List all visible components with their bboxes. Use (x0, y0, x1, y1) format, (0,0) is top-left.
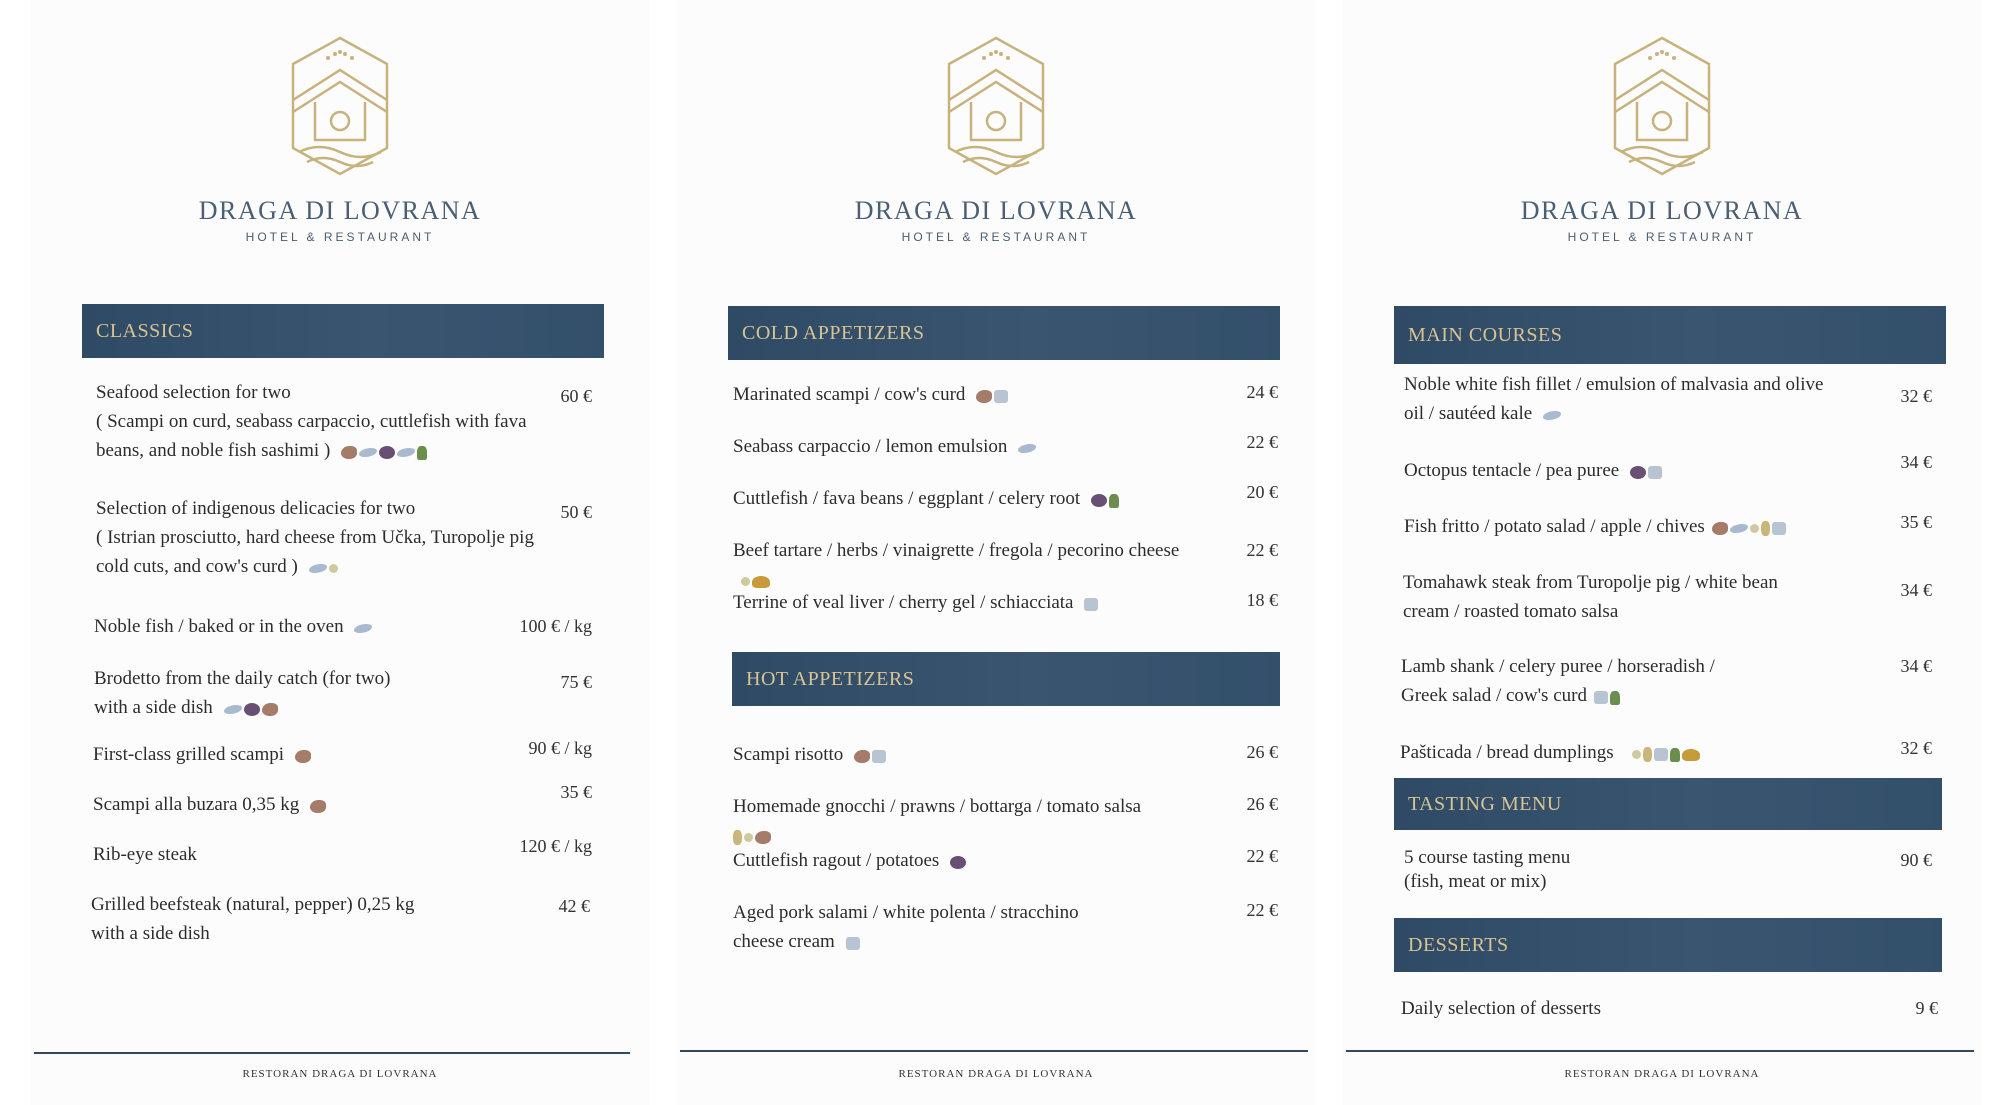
item-name: Lamb shank / celery puree / horseradish / Greek salad / cow's curd (1401, 656, 1715, 706)
item-price: 34 € (1900, 656, 1932, 676)
allergen-icons (854, 741, 888, 770)
fish-icon (224, 705, 242, 714)
allergen-icons (295, 741, 313, 770)
cheese-icon (846, 937, 860, 950)
footer-text: RESTORAN DRAGA DI LOVRANA (1564, 1068, 1760, 1080)
item-detail: with a side dish (94, 697, 213, 718)
item-price: 24 € (1246, 382, 1278, 402)
item-name: Cuttlefish / fava beans / eggplant / celery root (733, 488, 1081, 509)
item-name: Marinated scampi / cow's curd (733, 384, 966, 405)
octopus-icon (1630, 466, 1646, 479)
hotel-logo-icon (941, 30, 1051, 190)
brand-name: DRAGA DI LOVRANA (198, 196, 482, 225)
brand-subtitle: HOTEL & RESTAURANT (1567, 230, 1757, 244)
item-name: 5 course tasting menu (1404, 847, 1571, 868)
section-header-hot-appetizers: HOT APPETIZERS (732, 652, 1280, 706)
hotel-logo-icon (285, 30, 395, 190)
item-price: 20 € (1246, 482, 1278, 502)
item-price: 35 € (560, 782, 592, 802)
octopus-icon (950, 856, 966, 869)
cheese-icon (872, 750, 886, 763)
menu-page-mains (1342, 0, 1982, 1105)
footer-divider (680, 1050, 1308, 1052)
allergen-icons (354, 613, 374, 642)
menu-item (1404, 456, 1824, 486)
cheese-icon (994, 390, 1008, 403)
fish-icon (359, 448, 377, 457)
menu-item (93, 790, 533, 820)
menu-item (93, 740, 533, 770)
footer-divider (34, 1052, 630, 1054)
brand-name: DRAGA DI LOVRANA (1520, 196, 1804, 225)
octopus-icon (1091, 494, 1107, 507)
item-name: Scampi risotto (733, 744, 844, 765)
item-detail: with a side dish (91, 923, 210, 944)
item-name: First-class grilled scampi (93, 744, 285, 765)
allergen-icons (1543, 400, 1563, 429)
menu-item (1404, 846, 1764, 894)
allergen-icons (309, 553, 340, 582)
allergen-icons (976, 381, 1010, 410)
item-price: 22 € (1246, 540, 1278, 560)
shrimp-icon (755, 831, 771, 844)
shrimp-icon (976, 390, 992, 403)
item-price: 34 € (1900, 580, 1932, 600)
brand-subtitle: HOTEL & RESTAURANT (245, 230, 435, 244)
item-price: 120 € / kg (519, 836, 592, 856)
item-name: Grilled beefsteak (natural, pepper) 0,25 kg (91, 894, 415, 915)
item-price: 32 € (1900, 738, 1932, 758)
item-price: 18 € (1246, 590, 1278, 610)
footer-text: RESTORAN DRAGA DI LOVRANA (898, 1068, 1094, 1080)
cheese-icon (1648, 466, 1662, 479)
veg-icon (417, 446, 427, 460)
egg-icon (1632, 750, 1641, 759)
allergen-icons (1630, 457, 1664, 486)
bread-icon (1682, 749, 1700, 761)
menu-item (1401, 652, 1761, 711)
allergen-icons (950, 847, 968, 876)
fish-icon (1543, 411, 1561, 420)
fish-icon (354, 624, 372, 633)
item-name: Terrine of veal liver / cherry gel / schiacciata (733, 592, 1074, 613)
menu-item (733, 898, 1133, 957)
item-detail: ( Scampi on curd, seabass carpaccio, cuttlefish with fava beans, and noble fish sashimi ) (96, 411, 527, 461)
item-price: 34 € (1900, 452, 1932, 472)
menu-item (733, 380, 1203, 410)
cheese-icon (1772, 522, 1786, 535)
item-name: Beef tartare / herbs / vinaigrette / fregola / pecorino cheese (733, 540, 1180, 561)
menu-item (733, 432, 1203, 462)
section-header-tasting-menu: TASTING MENU (1394, 778, 1942, 830)
shrimp-icon (262, 703, 278, 716)
egg-icon (741, 577, 750, 586)
item-price: 22 € (1246, 846, 1278, 866)
item-name: Pašticada / bread dumplings (1400, 742, 1614, 763)
item-name: Noble white fish fillet / emulsion of malvasia and olive oil / sautéed kale (1404, 374, 1824, 424)
allergen-icons (1084, 589, 1100, 618)
menu-item (93, 840, 533, 869)
bread-icon (752, 576, 770, 588)
menu-item (733, 484, 1203, 514)
item-price: 26 € (1246, 742, 1278, 762)
section-header-classics: CLASSICS (82, 304, 604, 358)
item-name: Noble fish / baked or in the oven (94, 616, 344, 637)
item-price: 32 € (1900, 386, 1932, 406)
fish-icon (309, 564, 327, 573)
fish-icon (1018, 444, 1036, 453)
allergen-icons (1091, 485, 1121, 514)
menu-item (96, 494, 536, 582)
item-price: 90 € (1900, 850, 1932, 870)
menu-item (733, 792, 1233, 851)
allergen-icons (1018, 433, 1038, 462)
cheese-icon (1654, 748, 1668, 761)
grain-icon (1761, 521, 1770, 536)
item-price: 50 € (560, 502, 592, 522)
shrimp-icon (310, 800, 326, 813)
veg-icon (1670, 748, 1680, 762)
fish-icon (397, 448, 415, 457)
item-name: Brodetto from the daily catch (for two) (94, 668, 391, 689)
menu-item (96, 378, 536, 466)
item-price: 100 € / kg (519, 616, 592, 636)
item-detail: ( Istrian prosciutto, hard cheese from Učka, Turopolje pig cold cuts, and cow's curd ) (96, 527, 534, 577)
egg-icon (329, 564, 338, 573)
item-name: Daily selection of desserts (1401, 998, 1601, 1019)
cheese-icon (1084, 598, 1098, 611)
menu-page-classics (30, 0, 650, 1105)
brand-header (676, 30, 1316, 244)
menu-item (1404, 370, 1824, 429)
menu-item (1401, 994, 1761, 1023)
menu-item (1400, 738, 1860, 768)
allergen-icons (341, 437, 429, 466)
menu-item (1404, 512, 1864, 542)
egg-icon (1750, 524, 1759, 533)
section-header-cold-appetizers: COLD APPETIZERS (728, 306, 1280, 360)
item-name: Tomahawk steak from Turopolje pig / white bean cream / roasted tomato salsa (1403, 572, 1778, 622)
item-name: Fish fritto / potato salad / apple / chives (1404, 516, 1705, 537)
menu-item (94, 664, 534, 723)
item-price: 60 € (560, 386, 592, 406)
brand-header (30, 30, 650, 244)
shrimp-icon (854, 750, 870, 763)
item-price: 26 € (1246, 794, 1278, 814)
allergen-icons (1594, 682, 1622, 711)
menu-page-appetizers (676, 0, 1316, 1105)
item-name: Scampi alla buzara 0,35 kg (93, 794, 300, 815)
brand-name: DRAGA DI LOVRANA (854, 196, 1138, 225)
allergen-icons (310, 791, 328, 820)
shrimp-icon (341, 446, 357, 459)
footer-divider (1346, 1050, 1974, 1052)
menu-item (1403, 568, 1783, 626)
menu-item (94, 612, 534, 642)
brand-subtitle: HOTEL & RESTAURANT (901, 230, 1091, 244)
fish-icon (1730, 524, 1748, 533)
item-name: Octopus tentacle / pea puree (1404, 460, 1620, 481)
octopus-icon (379, 446, 395, 459)
brand-header (1342, 30, 1982, 244)
allergen-icons (846, 928, 862, 957)
item-price: 42 € (558, 896, 590, 916)
item-name: Selection of indigenous delicacies for two (96, 498, 416, 519)
menu-item (733, 846, 1203, 876)
hotel-logo-icon (1607, 30, 1717, 190)
veg-icon (1610, 691, 1620, 705)
octopus-icon (244, 703, 260, 716)
item-price: 9 € (1915, 998, 1938, 1018)
menu-item (733, 536, 1233, 595)
menu-item (733, 588, 1203, 618)
item-name: Rib-eye steak (93, 844, 197, 865)
grain-icon (1643, 747, 1652, 762)
grain-icon (733, 830, 742, 845)
item-price: 22 € (1246, 432, 1278, 452)
allergen-icons (1712, 513, 1788, 542)
item-name: Aged pork salami / white polenta / stracchino cheese cream (733, 902, 1079, 952)
section-header-desserts: DESSERTS (1394, 918, 1942, 972)
menu-item (733, 740, 1203, 770)
footer-text: RESTORAN DRAGA DI LOVRANA (242, 1068, 438, 1080)
egg-icon (744, 833, 753, 842)
shrimp-icon (1712, 522, 1728, 535)
item-price: 75 € (560, 672, 592, 692)
item-name: Cuttlefish ragout / potatoes (733, 850, 940, 871)
item-price: 90 € / kg (528, 738, 592, 758)
allergen-icons (224, 694, 280, 723)
allergen-icons (1632, 739, 1702, 768)
item-name: Homemade gnocchi / prawns / bottarga / tomato salsa (733, 796, 1142, 817)
item-price: 35 € (1900, 512, 1932, 532)
veg-icon (1109, 494, 1119, 508)
item-detail: (fish, meat or mix) (1404, 871, 1547, 892)
section-header-main-courses: MAIN COURSES (1394, 306, 1946, 364)
item-name: Seabass carpaccio / lemon emulsion (733, 436, 1008, 457)
item-name: Seafood selection for two (96, 382, 291, 403)
menu-item (91, 890, 531, 948)
item-price: 22 € (1246, 900, 1278, 920)
shrimp-icon (295, 750, 311, 763)
cheese-icon (1594, 691, 1608, 704)
